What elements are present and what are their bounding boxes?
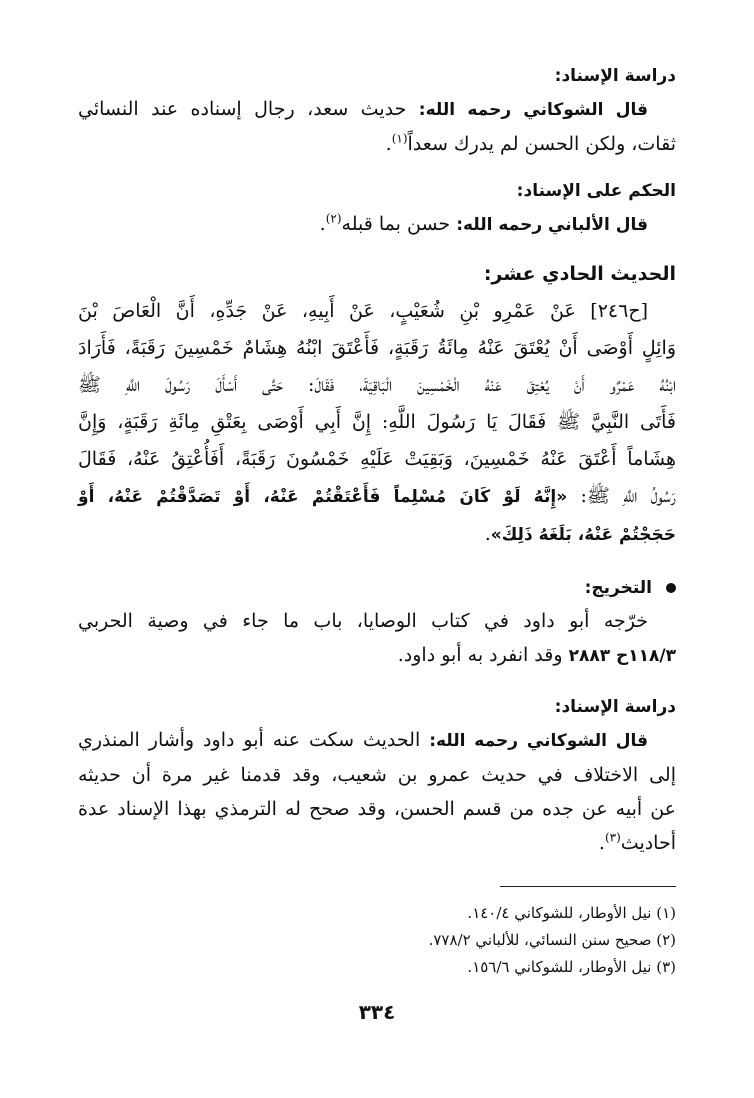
hadith-line: [ح٢٤٦] عَنْ عَمْرِو بْنِ شُعَيْبٍ، عَنْ أَبِيهِ، عَنْ جَدِّهِ، أَنَّ الْعَاصَ بْنَ — [78, 300, 648, 322]
page-number: ٣٣٤ — [358, 1000, 396, 1024]
scholar-name: قال الألباني رحمه الله: — [456, 215, 648, 235]
footnote-item: (٣) نيل الأوطار، للشوكاني ١٥٦/٦. — [467, 958, 676, 976]
paragraph-text: أحاديث — [620, 832, 676, 854]
hadith-line: ابْنُهُ عَمْرٌو أَنْ يُعْتِقَ عَنْهُ الْخَمْسِينَ الْبَاقِيَةَ، فَقَالَ: حَتَّى أَسْأَلَ رَسُولَ اللَّهِ ﷺ — [78, 374, 676, 396]
hadith-line: وَائِلٍ أَوْصَى أَنْ يُعْتَقَ عَنْهُ مِائَةُ رَقَبَةٍ، فَأَعْتَقَ ابْنُهُ هِشَامٌ خَمْسِينَ رَقَبَةً، فَأَرَادَ — [78, 337, 676, 359]
scholar-name: قال الشوكاني رحمه الله: — [418, 100, 649, 120]
section-heading — [78, 572, 676, 604]
prophetic-saying: حَجَجْتُمْ عَنْهُ، بَلَغَهُ ذَلِكَ» — [490, 525, 676, 545]
footnote-ref[interactable]: (٣) — [604, 830, 621, 845]
footnote-ref[interactable]: (١) — [391, 131, 408, 146]
heading-text: التخريج: — [584, 578, 652, 598]
hadith-text: رَسُولُ اللَّهِ ﷺ: — [580, 485, 676, 507]
hadith-line: هِشَاماً أَعْتَقَ عَنْهُ خَمْسِينَ، وَبَقِيَتْ عَلَيْهِ خَمْسُونَ رَقَبَةً، أَفَأُعْتِقُ عَنْهُ، فَقَالَ — [78, 448, 676, 470]
paragraph-line — [78, 92, 676, 127]
paragraph-text: ثقات، ولكن الحسن لم يدرك سعداً — [407, 133, 676, 155]
punctuation: . — [484, 523, 491, 545]
takhrij-section — [78, 572, 676, 673]
footnote-item: (١) نيل الأوطار، للشوكاني ١٤٠/٤. — [467, 904, 676, 922]
isnad-study-section — [78, 60, 676, 161]
footnote-ref[interactable]: (٢) — [325, 211, 342, 226]
paragraph-line: عن أبيه عن جده من قسم الحسن، وقد صحح له الترمذي بهذا الإسناد عدة — [78, 798, 676, 820]
paragraph-line — [78, 207, 676, 242]
footnote-divider — [500, 886, 676, 887]
paragraph-text: وقد انفرد به أبو داود. — [397, 644, 563, 666]
paragraph-text: حسن بما قبله — [341, 213, 451, 235]
paragraph-line — [78, 638, 676, 673]
hadith-line: فَأَتَى النَّبِيَّ ﷺ فَقَالَ يَا رَسُولَ اللَّهِ: إِنَّ أَبِي أَوْصَى بِعَتْقِ مِائَةِ رَقَبَةٍ، وَإِنَّ — [78, 411, 676, 433]
section-heading: الحكم على الإسناد: — [516, 181, 676, 201]
paragraph-line: إلى الاختلاف في حديث عمرو بن شعيب، وقد قدمنا غير مرة أن حديثه — [78, 764, 676, 786]
footnote-item: (٢) صحيح سنن النسائي، للألباني ٧٧٨/٢. — [428, 931, 676, 949]
isnad-study-section-2 — [78, 691, 676, 860]
hadith-line — [78, 516, 676, 554]
hadith-section — [78, 256, 676, 554]
paragraph-line: خرّجه أبو داود في كتاب الوصايا، باب ما جاء في وصية الحربي — [78, 610, 648, 632]
bullet-icon — [666, 583, 676, 593]
section-heading: دراسة الإسناد: — [554, 66, 676, 86]
paragraph-line — [78, 127, 676, 161]
reference-number: ١١٨/٣ح ٢٨٨٣ — [568, 646, 676, 666]
prophetic-saying: «إِنَّهُ لَوْ كَانَ مُسْلِماً فَأَعْتَقْتُمْ عَنْهُ، أَوْ تَصَدَّقْتُمْ عَنْهُ، أَوْ — [78, 487, 568, 507]
punctuation: . — [598, 832, 605, 854]
paragraph-line — [78, 723, 676, 758]
footnotes — [78, 900, 676, 981]
hadith-line — [78, 478, 676, 516]
isnad-ruling-section — [78, 175, 676, 242]
paragraph-line — [78, 826, 676, 860]
paragraph-text: الحديث سكت عنه أبو داود وأشار المنذري — [78, 729, 421, 751]
punctuation: . — [385, 133, 392, 155]
section-heading: دراسة الإسناد: — [554, 697, 676, 717]
section-heading: الحديث الحادي عشر: — [483, 263, 676, 285]
scholar-name: قال الشوكاني رحمه الله: — [429, 731, 649, 751]
book-page — [78, 60, 676, 1070]
paragraph-text: حديث سعد، رجال إسناده عند النسائي — [78, 98, 407, 120]
punctuation: . — [319, 213, 326, 235]
